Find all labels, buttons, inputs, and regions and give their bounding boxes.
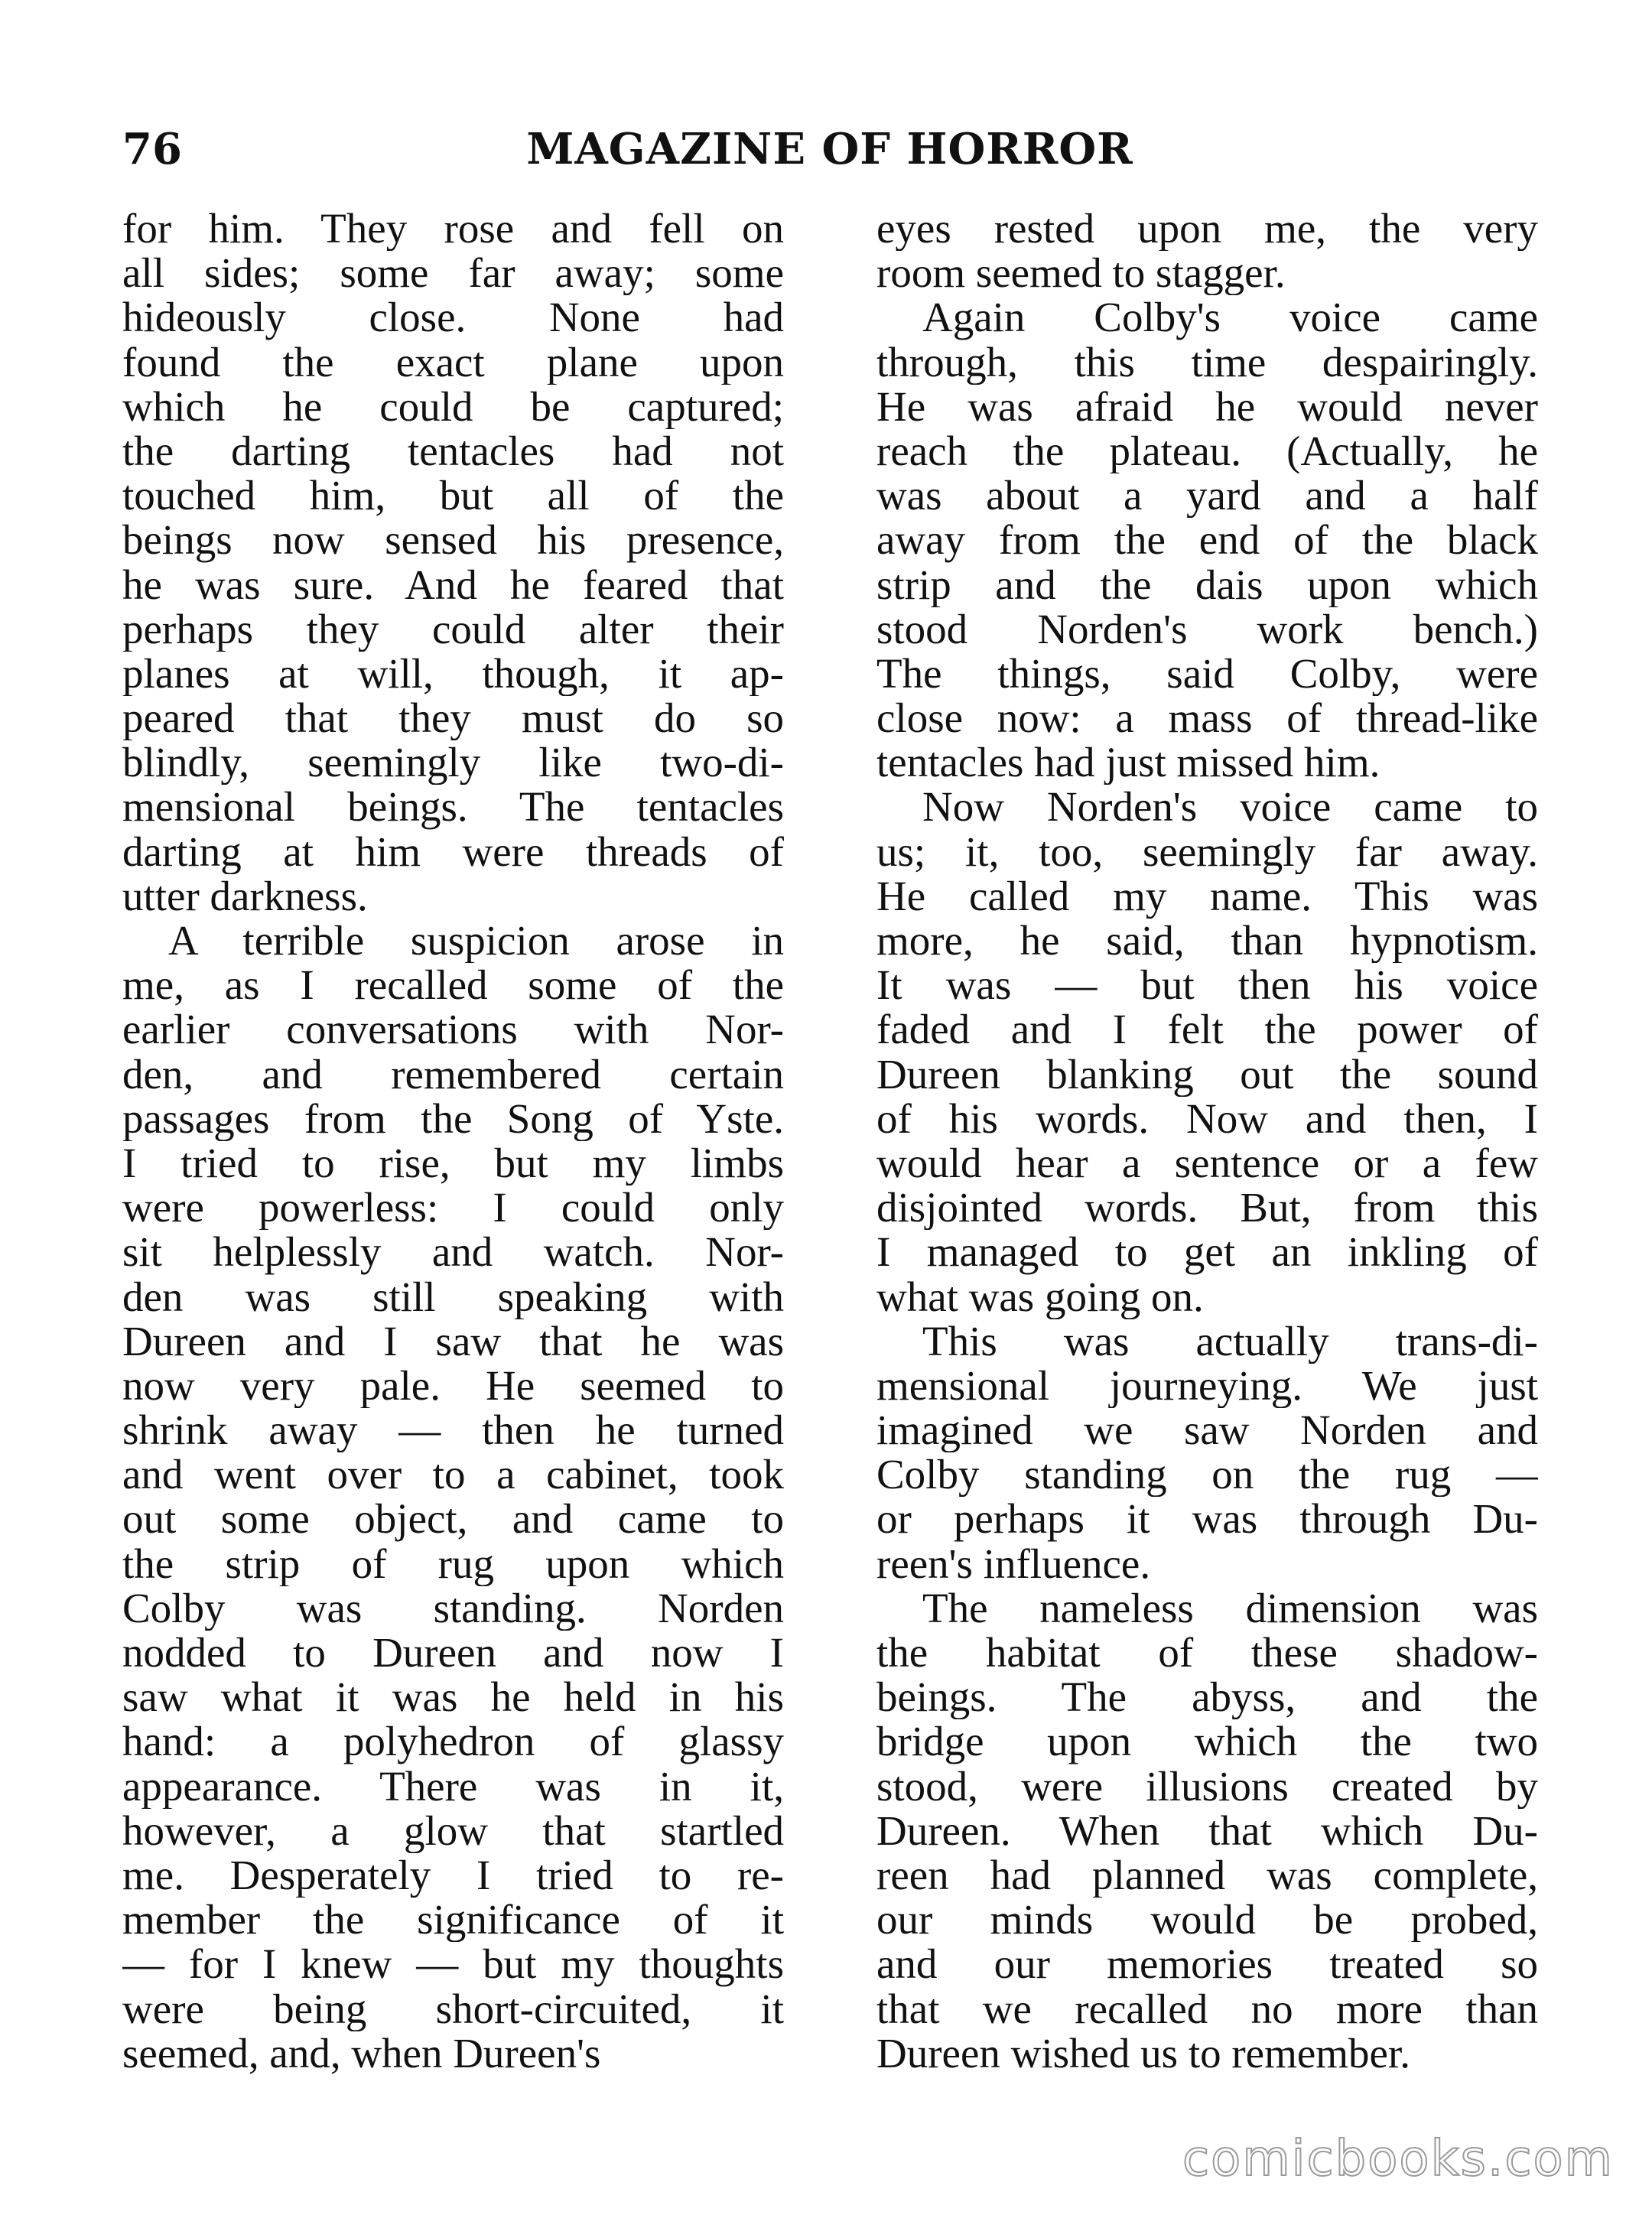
text-line: me, as I recalled some of the (122, 963, 784, 1008)
page-number: 76 (122, 124, 182, 174)
text-line: and went over to a cabinet, took (122, 1452, 784, 1498)
text-line: away from the end of the black (876, 518, 1538, 563)
text-line: the darting tentacles had not (122, 428, 784, 474)
text-line: the habitat of these shadow- (876, 1631, 1538, 1676)
text-line: what was going on. (876, 1274, 1204, 1319)
text-line: through, this time despairingly. (876, 340, 1538, 385)
text-line: touched him, but all of the (122, 473, 784, 519)
text-line: of his words. Now and then, I (876, 1096, 1538, 1141)
text-line: Dureen. When that which Du- (876, 1808, 1538, 1853)
page-header (122, 119, 1537, 180)
text-line: stood Norden's work bench.) (876, 607, 1538, 652)
text-line: nodded to Dureen and now I (122, 1631, 784, 1676)
text-line: Colby standing on the rug — (876, 1452, 1538, 1498)
text-line: passages from the Song of Yste. (122, 1096, 784, 1141)
text-line: appearance. There was in it, (122, 1764, 784, 1809)
text-line: was about a yard and a half (876, 473, 1538, 519)
text-line: would hear a sentence or a few (876, 1140, 1538, 1186)
text-line: however, a glow that startled (122, 1808, 784, 1853)
text-line: us; it, too, seemingly far away. (876, 829, 1538, 874)
text-line: reach the plateau. (Actually, he (876, 428, 1538, 474)
text-line: or perhaps it was through Du- (876, 1497, 1538, 1542)
text-line: stood, were illusions created by (876, 1764, 1538, 1809)
text-line: Colby was standing. Norden (122, 1585, 784, 1631)
text-line: reen had planned was complete, (876, 1852, 1538, 1898)
text-line: hand: a polyhedron of glassy (122, 1719, 784, 1764)
text-line: Now Norden's voice came to (922, 785, 1538, 830)
text-line: reen's influence. (876, 1541, 1151, 1586)
text-line: bridge upon which the two (876, 1719, 1538, 1764)
text-line: now very pale. He seemed to (122, 1363, 784, 1409)
text-line: beings now sensed his presence, (122, 518, 784, 563)
text-line: that we recalled no more than (876, 1986, 1538, 2031)
text-line: sit helplessly and watch. Nor- (122, 1230, 784, 1275)
text-line: which he could be captured; (122, 384, 784, 429)
text-line: Dureen and I saw that he was (122, 1319, 784, 1364)
text-line: mensional beings. The tentacles (122, 785, 784, 830)
text-line: seemed, and, when Dureen's (122, 2031, 601, 2076)
text-line: imagined we saw Norden and (876, 1408, 1538, 1453)
text-line: were powerless: I could only (122, 1185, 784, 1231)
text-line: shrink away — then he turned (122, 1408, 784, 1453)
text-line: He was afraid he would never (876, 384, 1538, 429)
text-line: more, he said, than hypnotism. (876, 919, 1538, 964)
watermark-logo: comicbooks.com (1182, 2131, 1614, 2187)
text-line: blindly, seemingly like two-di- (122, 740, 784, 785)
text-line: I managed to get an inkling of (876, 1230, 1538, 1275)
text-line: disjointed words. But, from this (876, 1185, 1538, 1231)
text-line: found the exact plane upon (122, 340, 784, 385)
text-line: faded and I felt the power of (876, 1007, 1538, 1052)
text-line: strip and the dais upon which (876, 562, 1538, 607)
text-line: mensional journeying. We just (876, 1363, 1538, 1409)
text-line: Dureen wished us to remember. (876, 2031, 1411, 2076)
text-line: He called my name. This was (876, 873, 1538, 919)
text-line: utter darkness. (122, 873, 368, 919)
text-line: eyes rested upon me, the very (876, 207, 1538, 252)
text-line: our minds would be probed, (876, 1898, 1538, 1943)
text-line: beings. The abyss, and the (876, 1675, 1538, 1720)
text-line: den, and remembered certain (122, 1052, 784, 1097)
text-line: The things, said Colby, were (876, 651, 1538, 697)
text-line: me. Desperately I tried to re- (122, 1852, 784, 1898)
text-line: peared that they must do so (122, 696, 784, 741)
text-line: Dureen blanking out the sound (876, 1052, 1538, 1097)
text-line: he was sure. And he feared that (122, 562, 784, 607)
left-text-column (122, 207, 784, 2076)
text-line: and our memories treated so (876, 1942, 1538, 1987)
text-line: were being short-circuited, it (122, 1986, 784, 2031)
text-line: tentacles had just missed him. (876, 740, 1380, 785)
text-line: A terrible suspicion arose in (168, 919, 784, 964)
text-line: saw what it was he held in his (122, 1675, 784, 1720)
text-line: I tried to rise, but my limbs (122, 1140, 784, 1186)
text-line: member the significance of it (122, 1898, 784, 1943)
text-line: planes at will, though, it ap- (122, 651, 784, 697)
text-line: It was — but then his voice (876, 963, 1538, 1008)
text-line: perhaps they could alter their (122, 607, 784, 652)
text-line: the strip of rug upon which (122, 1541, 784, 1586)
text-line: for him. They rose and fell on (122, 207, 784, 252)
text-line: earlier conversations with Nor- (122, 1007, 784, 1052)
text-line: close now: a mass of thread-like (876, 696, 1538, 741)
text-line: — for I knew — but my thoughts (122, 1942, 784, 1987)
text-line: hideously close. None had (122, 295, 784, 340)
text-line: The nameless dimension was (922, 1585, 1538, 1631)
text-line: out some object, and came to (122, 1497, 784, 1542)
text-line: all sides; some far away; some (122, 251, 784, 296)
text-line: Again Colby's voice came (922, 295, 1538, 340)
running-head: MAGAZINE OF HORROR (526, 124, 1133, 174)
right-text-column (876, 207, 1538, 2076)
text-line: This was actually trans-di- (922, 1319, 1538, 1364)
text-line: darting at him were threads of (122, 829, 784, 874)
text-line: room seemed to stagger. (876, 251, 1286, 296)
text-line: den was still speaking with (122, 1274, 784, 1319)
